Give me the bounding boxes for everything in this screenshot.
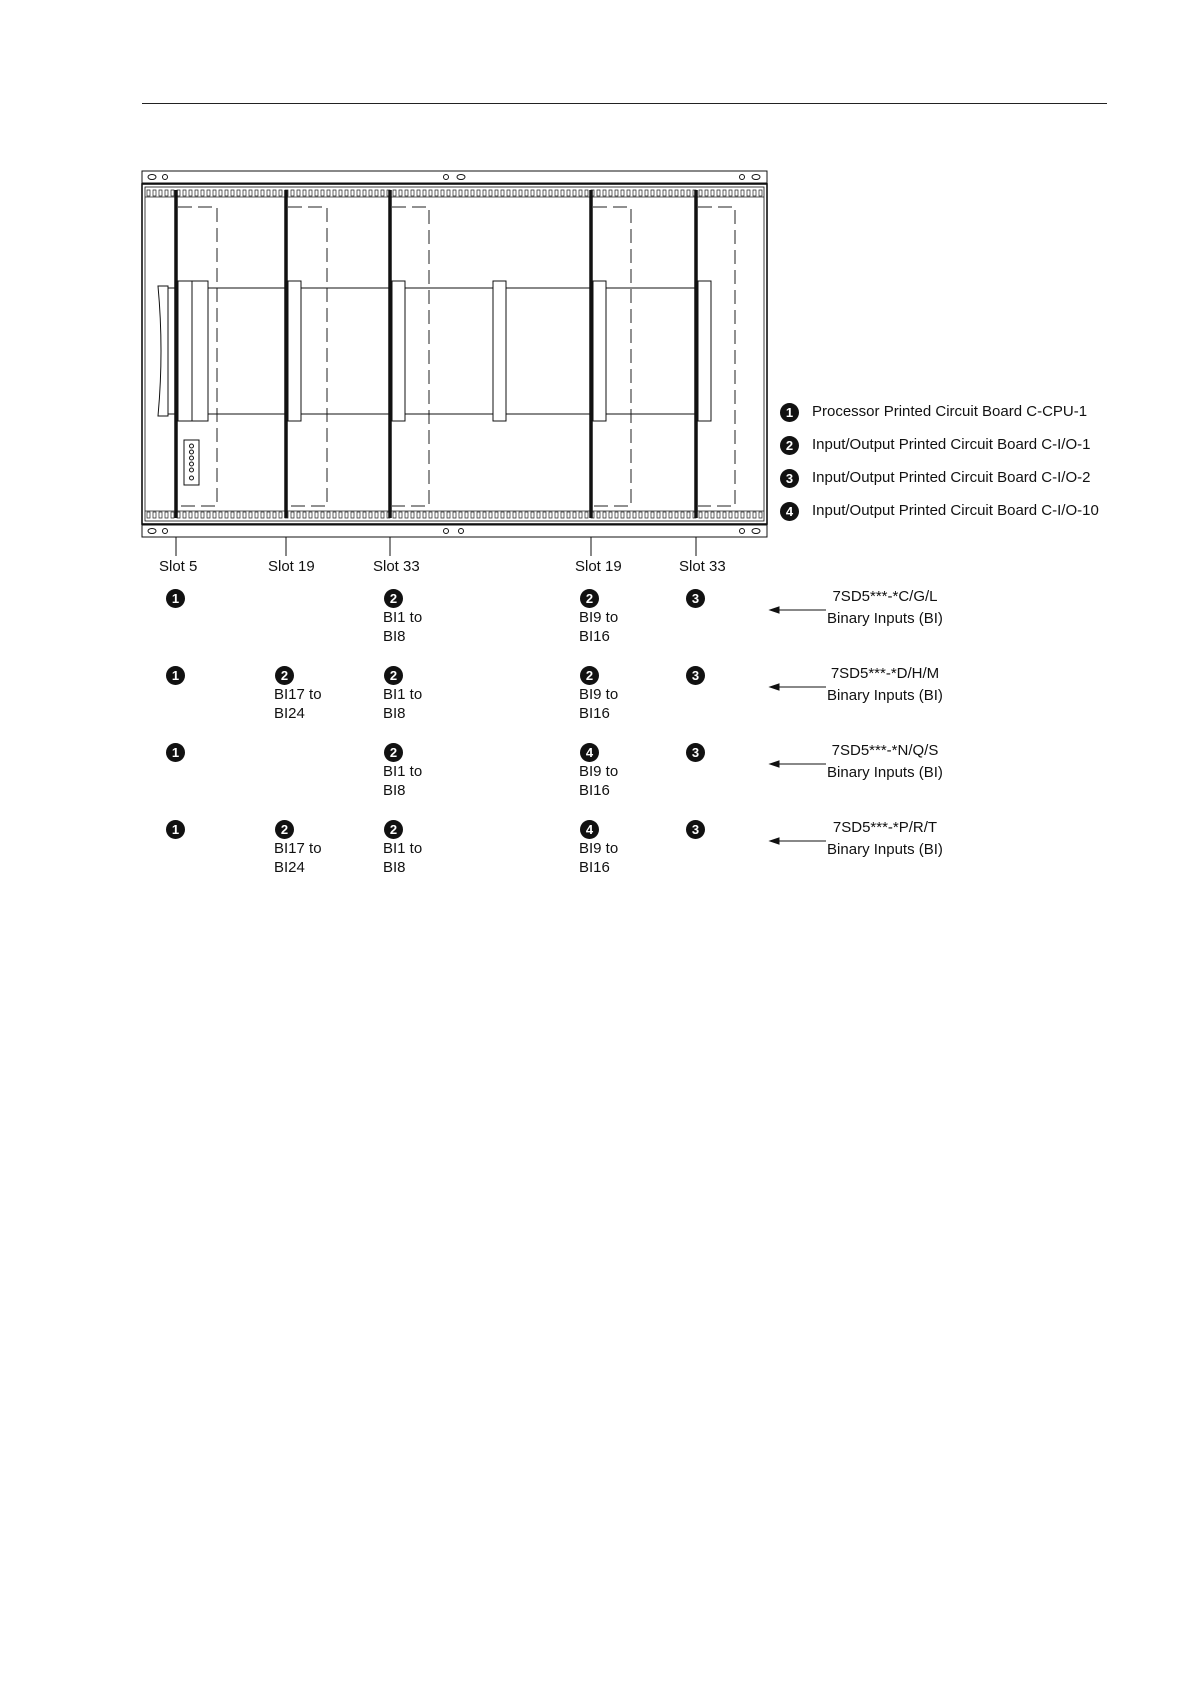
rail-holes [148, 175, 760, 534]
binary-input-range: BI8 [383, 782, 406, 799]
binary-input-range: BI8 [383, 859, 406, 876]
binary-input-range: BI16 [579, 628, 610, 645]
board-number-badge: 1 [166, 589, 185, 608]
board-number-badge: 1 [166, 743, 185, 762]
board-number-badge: 2 [384, 820, 403, 839]
slot-label: Slot 5 [159, 558, 198, 575]
legend-label: Input/Output Printed Circuit Board C-I/O-10 [812, 502, 1099, 519]
model-subtitle: Binary Inputs (BI) [827, 841, 943, 858]
legend-label: Processor Printed Circuit Board C-CPU-1 [812, 403, 1088, 420]
binary-input-range: BI1 to [383, 840, 423, 857]
housing [142, 184, 767, 524]
board-number-badge: 3 [686, 820, 705, 839]
bottom-rail [142, 525, 767, 537]
legend-number-badge: 4 [780, 502, 799, 521]
board-number-badge: 4 [580, 820, 599, 839]
binary-input-range: BI9 to [579, 686, 619, 703]
model-designation: 7SD5***-*D/H/M [830, 665, 940, 682]
binary-input-range: BI1 to [383, 763, 423, 780]
board-number-badge: 2 [384, 743, 403, 762]
row-arrows [770, 607, 826, 844]
board-number-badge: 4 [580, 743, 599, 762]
model-subtitle: Binary Inputs (BI) [827, 687, 943, 704]
binary-input-range: BI9 to [579, 609, 619, 626]
binary-input-range: BI16 [579, 859, 610, 876]
binary-input-range: BI16 [579, 705, 610, 722]
board-number-badge: 2 [580, 589, 599, 608]
binary-input-range: BI9 to [579, 840, 619, 857]
legend-number-badge: 1 [780, 403, 799, 422]
slot-ticks [176, 537, 696, 556]
board-number-badge: 2 [580, 666, 599, 685]
model-subtitle: Binary Inputs (BI) [827, 764, 943, 781]
legend-label: Input/Output Printed Circuit Board C-I/O-1 [812, 436, 1091, 453]
board-number-badge: 2 [275, 820, 294, 839]
binary-input-range: BI16 [579, 782, 610, 799]
card-guides [145, 190, 764, 518]
binary-input-range: BI1 to [383, 609, 423, 626]
binary-input-range: BI8 [383, 628, 406, 645]
cpu-connector [184, 440, 199, 485]
binary-input-range: BI17 to [274, 840, 322, 857]
board-number-badge: 1 [166, 666, 185, 685]
legend-label: Input/Output Printed Circuit Board C-I/O-2 [812, 469, 1091, 486]
model-designation: 7SD5***-*C/G/L [832, 588, 938, 605]
top-rail [142, 171, 767, 183]
binary-input-range: BI17 to [274, 686, 322, 703]
board-number-badge: 3 [686, 589, 705, 608]
slot-label: Slot 19 [575, 558, 622, 575]
board-number-badge: 2 [384, 666, 403, 685]
binary-input-range: BI24 [274, 859, 305, 876]
model-designation: 7SD5***-*P/R/T [832, 819, 938, 836]
binary-input-range: BI9 to [579, 763, 619, 780]
legend-number-badge: 3 [780, 469, 799, 488]
binary-input-range: BI24 [274, 705, 305, 722]
model-subtitle: Binary Inputs (BI) [827, 610, 943, 627]
slot-label: Slot 33 [679, 558, 726, 575]
binary-input-range: BI8 [383, 705, 406, 722]
board-number-badge: 2 [384, 589, 403, 608]
ribbon-cable [158, 281, 711, 421]
slot-label: Slot 19 [268, 558, 315, 575]
legend-number-badge: 2 [780, 436, 799, 455]
board-number-badge: 2 [275, 666, 294, 685]
model-designation: 7SD5***-*N/Q/S [831, 742, 939, 759]
slot-boards [176, 190, 696, 518]
slot-label: Slot 33 [373, 558, 420, 575]
board-number-badge: 1 [166, 820, 185, 839]
board-number-badge: 3 [686, 743, 705, 762]
board-outlines [178, 207, 735, 506]
binary-input-range: BI1 to [383, 686, 423, 703]
board-number-badge: 3 [686, 666, 705, 685]
